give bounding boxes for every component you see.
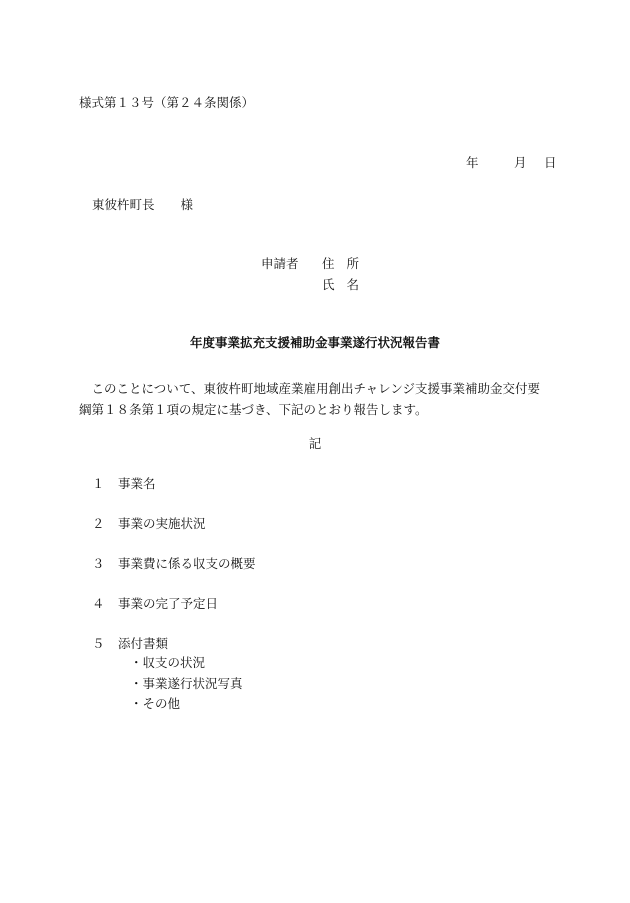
list-item: [92, 558, 256, 571]
list-item: [92, 598, 218, 611]
item-label: 添付書類: [118, 636, 169, 651]
attachment-item: ・その他: [130, 696, 181, 711]
item-label: 事業費に係る収支の概要: [118, 556, 256, 571]
applicant-label: 申請者: [261, 256, 299, 271]
item-label: 事業の実施状況: [118, 516, 206, 531]
body-paragraph: このことについて、東彼杵町地域産業雇用創出チャレンジ支援事業補助金交付要綱第１８条第１項の規定に基づき、下記のとおり報告します。: [79, 381, 541, 417]
addressee-honorific: 様: [180, 197, 194, 212]
form-number: 様式第１３号（第２４条関係）: [79, 95, 255, 110]
item-number: １: [92, 476, 105, 491]
item-number: ２: [92, 516, 105, 531]
addressee: [92, 199, 193, 212]
list-item: [92, 478, 156, 491]
item-number: ３: [92, 556, 105, 571]
address-label: 住所: [322, 256, 372, 271]
date-year: 年: [466, 155, 479, 170]
name-label: 氏名: [322, 277, 372, 292]
attachment-item: ・事業遂行状況写真: [130, 676, 243, 691]
list-item: [92, 638, 168, 651]
date-day: 日: [544, 155, 557, 170]
document-title: 年度事業拡充支援補助金事業遂行状況報告書: [189, 335, 440, 350]
addressee-name: 東彼杵町長: [92, 197, 155, 212]
item-number: ５: [92, 636, 105, 651]
ki-heading: 記: [308, 436, 322, 451]
list-item: [92, 518, 206, 531]
item-number: ４: [92, 596, 105, 611]
date-month: 月: [514, 155, 527, 170]
date-row: [466, 157, 557, 170]
attachment-item: ・収支の状況: [130, 655, 206, 670]
item-label: 事業名: [118, 476, 156, 491]
item-label: 事業の完了予定日: [118, 596, 219, 611]
